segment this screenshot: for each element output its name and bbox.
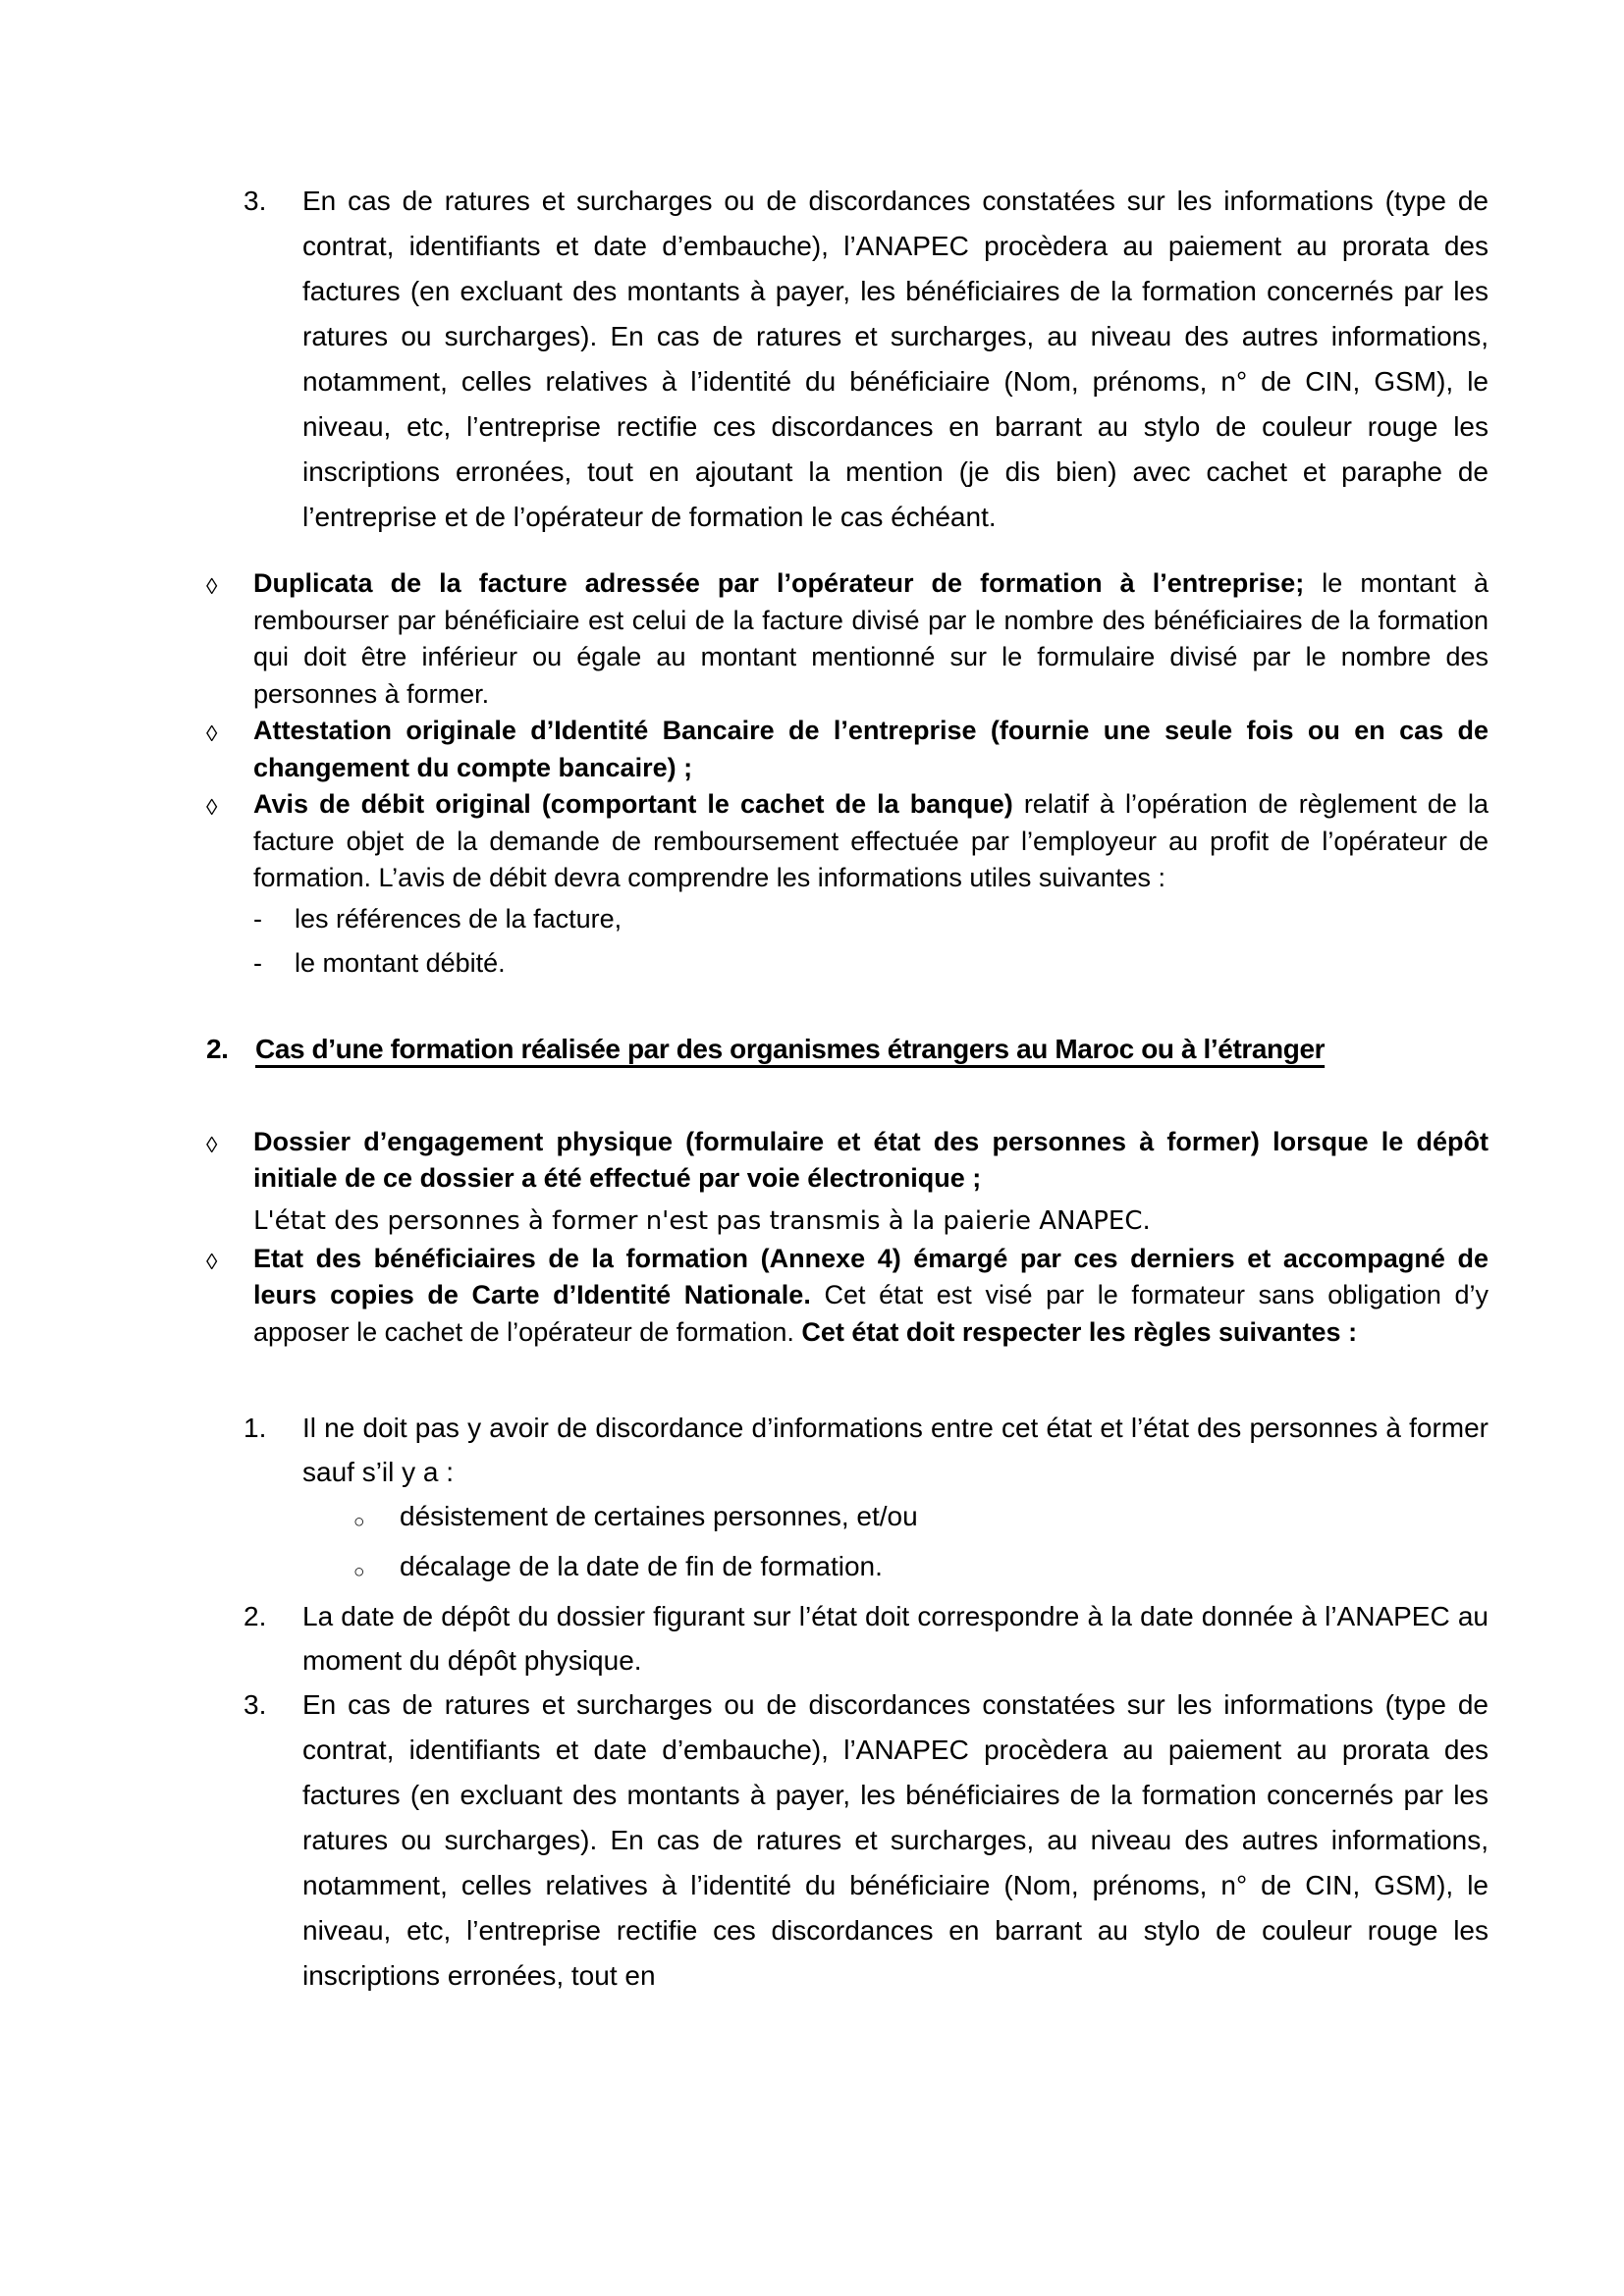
list-number: 1. [244,1413,267,1443]
foreign-documents-list [206,1124,1489,1352]
page-content [206,179,1489,1999]
bullet-regular-text: le montant à rembourser par bénéficiaire est celui de la facture divisé par le nombre des bénéficiaires de la formation qui doit être inférieur ou égale au montant mentionné sur le formulaire divisé par le nombre des personnes à former. [253,568,1489,709]
circle-bullet-icon: ○ [353,1512,365,1532]
bullet-text [253,713,1489,786]
rule-item-1 [206,1406,1489,1494]
bullet-bold-text: Etat des bénéficiaires de la formation (Annexe 4) émargé par ces derniers et accompagné de leurs copies de Carte d’Identité Nationale. [253,1243,1489,1309]
diamond-bullet-icon: ◊ [206,1248,218,1274]
bullet-item-duplicata [206,565,1489,713]
diamond-bullet-icon: ◊ [206,794,218,820]
bullet-item-dossier-engagement [206,1124,1489,1241]
rules-list [206,1406,1489,1999]
bullet-bold-text: Attestation originale d’Identité Bancaire de l’entreprise (fournie une seule fois ou en cas de changement du compte bancaire) ; [253,716,1489,782]
diamond-bullet-icon: ◊ [206,573,218,599]
dash-item-references [253,897,1489,941]
dash-item-text: les références de la facture, [295,903,623,934]
bullet-item-etat-beneficiaires [206,1241,1489,1352]
rule-item-2 [206,1594,1489,1682]
bullet-bold-text: Duplicata de la facture adressée par l’opérateur de formation à l’entreprise; [253,568,1305,598]
circle-item-text: décalage de la date de fin de formation. [400,1551,883,1581]
bullet-regular-text: relatif à l’opération de règlement de la facture objet de la demande de remboursement effectuée par l’employeur au profit de l’opérateur de formation. L’avis de débit devra comprendre les informations utiles suivantes : [253,789,1489,892]
dash-icon: - [253,947,262,978]
numbered-item-3-top [206,179,1489,540]
circle-bullet-icon: ○ [353,1562,365,1582]
bullet-text [253,1124,1489,1241]
required-documents-list [206,565,1489,986]
bullet-text [253,786,1489,897]
list-number: 2. [244,1601,267,1631]
dash-item-text: le montant débité. [295,947,506,978]
bullet-text [253,1241,1489,1352]
rule-text: Il ne doit pas y avoir de discordance d’informations entre cet état et l’état des personnes à former sauf s’il y a : [302,1413,1489,1487]
heading-title: Cas d’une formation réalisée par des organismes étrangers au Maroc ou à l’étranger [255,1033,1326,1064]
list-number: 3. [244,186,267,216]
dash-item-montant [253,941,1489,986]
list-number: 3. [244,1689,267,1720]
rule-item-3 [206,1682,1489,1999]
paragraph-text: En cas de ratures et surcharges ou de discordances constatées sur les informations (type de contrat, identifiants et date d’embauche), l’ANAPEC procèdera au paiement au prorata des factures (en excluant des montants à payer, les bénéficiaires de la formation concernés par les ratures ou surcharges). En cas de ratures et surcharges, au niveau des autres informations, notamment, celles relatives à l’identité du bénéficiaire (Nom, prénoms, n° de CIN, GSM), le niveau, etc, l’entreprise rectifie ces discordances en barrant au stylo de couleur rouge les inscriptions erronées, tout en ajoutant la mention (je dis bien) avec cachet et paraphe de l’entreprise et de l’opérateur de formation le cas échéant. [302,186,1489,532]
dash-icon: - [253,903,262,934]
circle-item-text: désistement de certaines personnes, et/ou [400,1501,918,1531]
bullet-item-avis-debit [206,786,1489,897]
bullet-bold-text: Avis de débit original (comportant le cachet de la banque) [253,789,1013,819]
bullet-item-attestation [206,713,1489,786]
diamond-bullet-icon: ◊ [206,721,218,746]
section-heading [206,1028,1489,1071]
circle-item-desistement [353,1494,1489,1544]
bullet-text [253,565,1489,713]
circle-item-decalage [353,1544,1489,1594]
bullet-regular-text: Cet état est visé par le formateur sans obligation d’y apposer le cachet de l’opérateur de formation. [253,1280,1489,1347]
note-line: L'état des personnes à former n'est pas transmis à la paierie ANAPEC. [253,1205,1151,1236]
rule-text: En cas de ratures et surcharges ou de discordances constatées sur les informations (type de contrat, identifiants et date d’embauche), l’ANAPEC procèdera au paiement au prorata des factures (en excluant des montants à payer, les bénéficiaires de la formation concernés par les ratures ou surcharges). En cas de ratures et surcharges, au niveau des autres informations, notamment, celles relatives à l’identité du bénéficiaire (Nom, prénoms, n° de CIN, GSM), le niveau, etc, l’entreprise rectifie ces discordances en barrant au stylo de couleur rouge les inscriptions erronées, tout en [302,1689,1489,1991]
diamond-bullet-icon: ◊ [206,1131,218,1157]
bullet-bold-text: Cet état doit respecter les règles suivantes : [801,1316,1358,1347]
bullet-bold-text: Dossier d’engagement physique (formulaire et état des personnes à former) lorsque le dépôt initiale de ce dossier a été effectué par voie électronique ; [253,1126,1489,1193]
heading-number: 2. [206,1033,229,1064]
rule-text: La date de dépôt du dossier figurant sur l’état doit correspondre à la date donnée à l’ANAPEC au moment du dépôt physique. [302,1601,1489,1676]
